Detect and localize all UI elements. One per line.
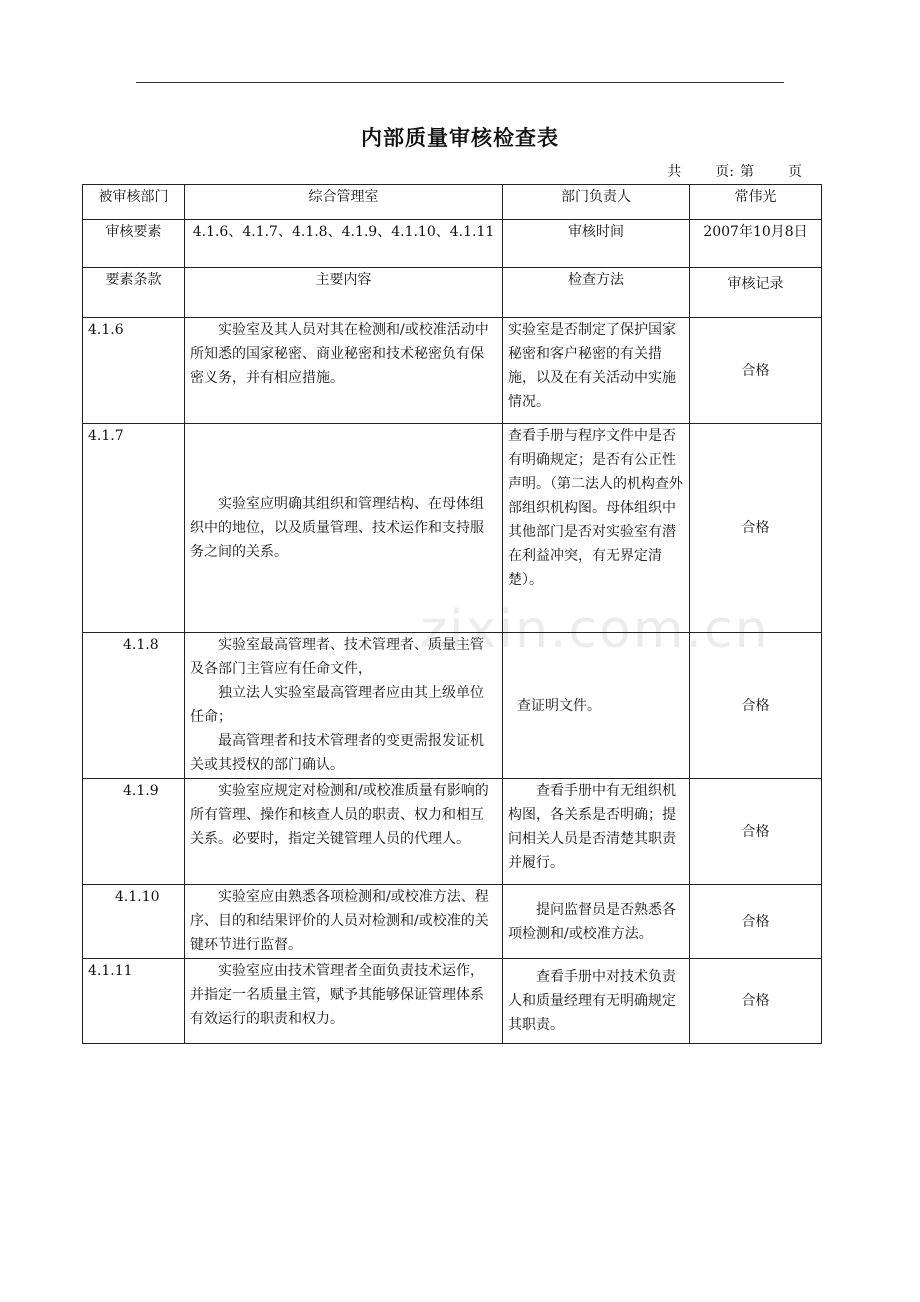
- method-cell: 查看手册中对技术负责人和质量经理有无明确规定其职责。: [503, 959, 690, 1044]
- elements-value: 4.1.6、4.1.7、4.1.8、4.1.9、4.1.10、4.1.11: [185, 220, 503, 268]
- record-cell: 合格: [690, 424, 822, 633]
- table-row: [83, 779, 822, 885]
- method-cell: 查证明文件。: [503, 633, 690, 779]
- page-end-label: 页: [788, 164, 802, 180]
- page-info: [661, 161, 802, 181]
- content-paragraph: 实验室最高管理者、技术管理者、质量主管及各部门主管应有任命文件，: [190, 637, 484, 677]
- table-row: [83, 885, 822, 959]
- content-cell: 实验室应由熟悉各项检测和/或校准方法、程序、目的和结果评价的人员对检测和/或校准的关键环节进行监督。: [185, 885, 503, 959]
- audit-checklist-table: [82, 184, 822, 1044]
- page-nth-label: 第: [740, 164, 754, 180]
- clause-cell: 4.1.10: [83, 885, 185, 959]
- col-clause-header: 要素条款: [83, 268, 185, 318]
- record-cell: 合格: [690, 885, 822, 959]
- page-label: 页:: [715, 164, 734, 180]
- record-cell: 合格: [690, 959, 822, 1044]
- record-cell: 合格: [690, 318, 822, 424]
- content-paragraph: 最高管理者和技术管理者的变更需报发证机关或其授权的部门确认。: [190, 733, 484, 773]
- time-label: 审核时间: [503, 220, 690, 268]
- content-cell: 实验室应由技术管理者全面负责技术运作，并指定一名质量主管，赋予其能够保证管理体系有效运行的职责和权力。: [185, 959, 503, 1044]
- header-row-elements: [83, 220, 822, 268]
- clause-cell: 4.1.11: [83, 959, 185, 1044]
- dept-value: 综合管理室: [185, 185, 503, 220]
- method-cell: 实验室是否制定了保护国家秘密和客户秘密的有关措施，以及在有关活动中实施情况。: [503, 318, 690, 424]
- col-record-header: 审核记录: [690, 268, 822, 318]
- elements-label: 审核要素: [83, 220, 185, 268]
- col-content-header: 主要内容: [185, 268, 503, 318]
- table-row: [83, 959, 822, 1044]
- method-cell: 提问监督员是否熟悉各项检测和/或校准方法。: [503, 885, 690, 959]
- clause-cell: 4.1.7: [83, 424, 185, 633]
- method-cell: 查看手册与程序文件中是否有明确规定；是否有公正性声明。（第二法人的机构查外部组织机构图。母体组织中其他部门是否对实验室有潜在利益冲突，有无界定清楚）。: [503, 424, 690, 633]
- time-value: 2007年10月8日: [690, 220, 822, 268]
- table-row: [83, 633, 822, 779]
- table-row: [83, 318, 822, 424]
- record-cell: 合格: [690, 779, 822, 885]
- clause-cell: 4.1.6: [83, 318, 185, 424]
- header-row-department: [83, 185, 822, 220]
- clause-cell: 4.1.9: [83, 779, 185, 885]
- head-label: 部门负责人: [503, 185, 690, 220]
- content-cell: [185, 633, 503, 779]
- table-row: [83, 424, 822, 633]
- record-cell: 合格: [690, 633, 822, 779]
- page-total-label: 共: [667, 164, 682, 180]
- method-cell: 查看手册中有无组织机构图，各关系是否明确；提问相关人员是否清楚其职责并履行。: [503, 779, 690, 885]
- col-method-header: 检查方法: [503, 268, 690, 318]
- content-cell: 实验室应明确其组织和管理结构、在母体组织中的地位，以及质量管理、技术运作和支持服务之间的关系。: [185, 424, 503, 633]
- content-cell: 实验室及其人员对其在检测和/或校准活动中所知悉的国家秘密、商业秘密和技术秘密负有保密义务，并有相应措施。: [185, 318, 503, 424]
- header-rule: [136, 82, 784, 83]
- watermark: zixin.com.cn: [420, 600, 770, 660]
- clause-cell: 4.1.8: [83, 633, 185, 779]
- content-paragraph: 独立法人实验室最高管理者应由其上级单位任命；: [190, 685, 484, 725]
- column-header-row: [83, 268, 822, 318]
- document-title: 内部质量审核检查表: [361, 125, 559, 150]
- content-cell: 实验室应规定对检测和/或校准质量有影响的所有管理、操作和核查人员的职责、权力和相互关系。必要时，指定关键管理人员的代理人。: [185, 779, 503, 885]
- dept-label: 被审核部门: [83, 185, 185, 220]
- head-value: 常伟光: [690, 185, 822, 220]
